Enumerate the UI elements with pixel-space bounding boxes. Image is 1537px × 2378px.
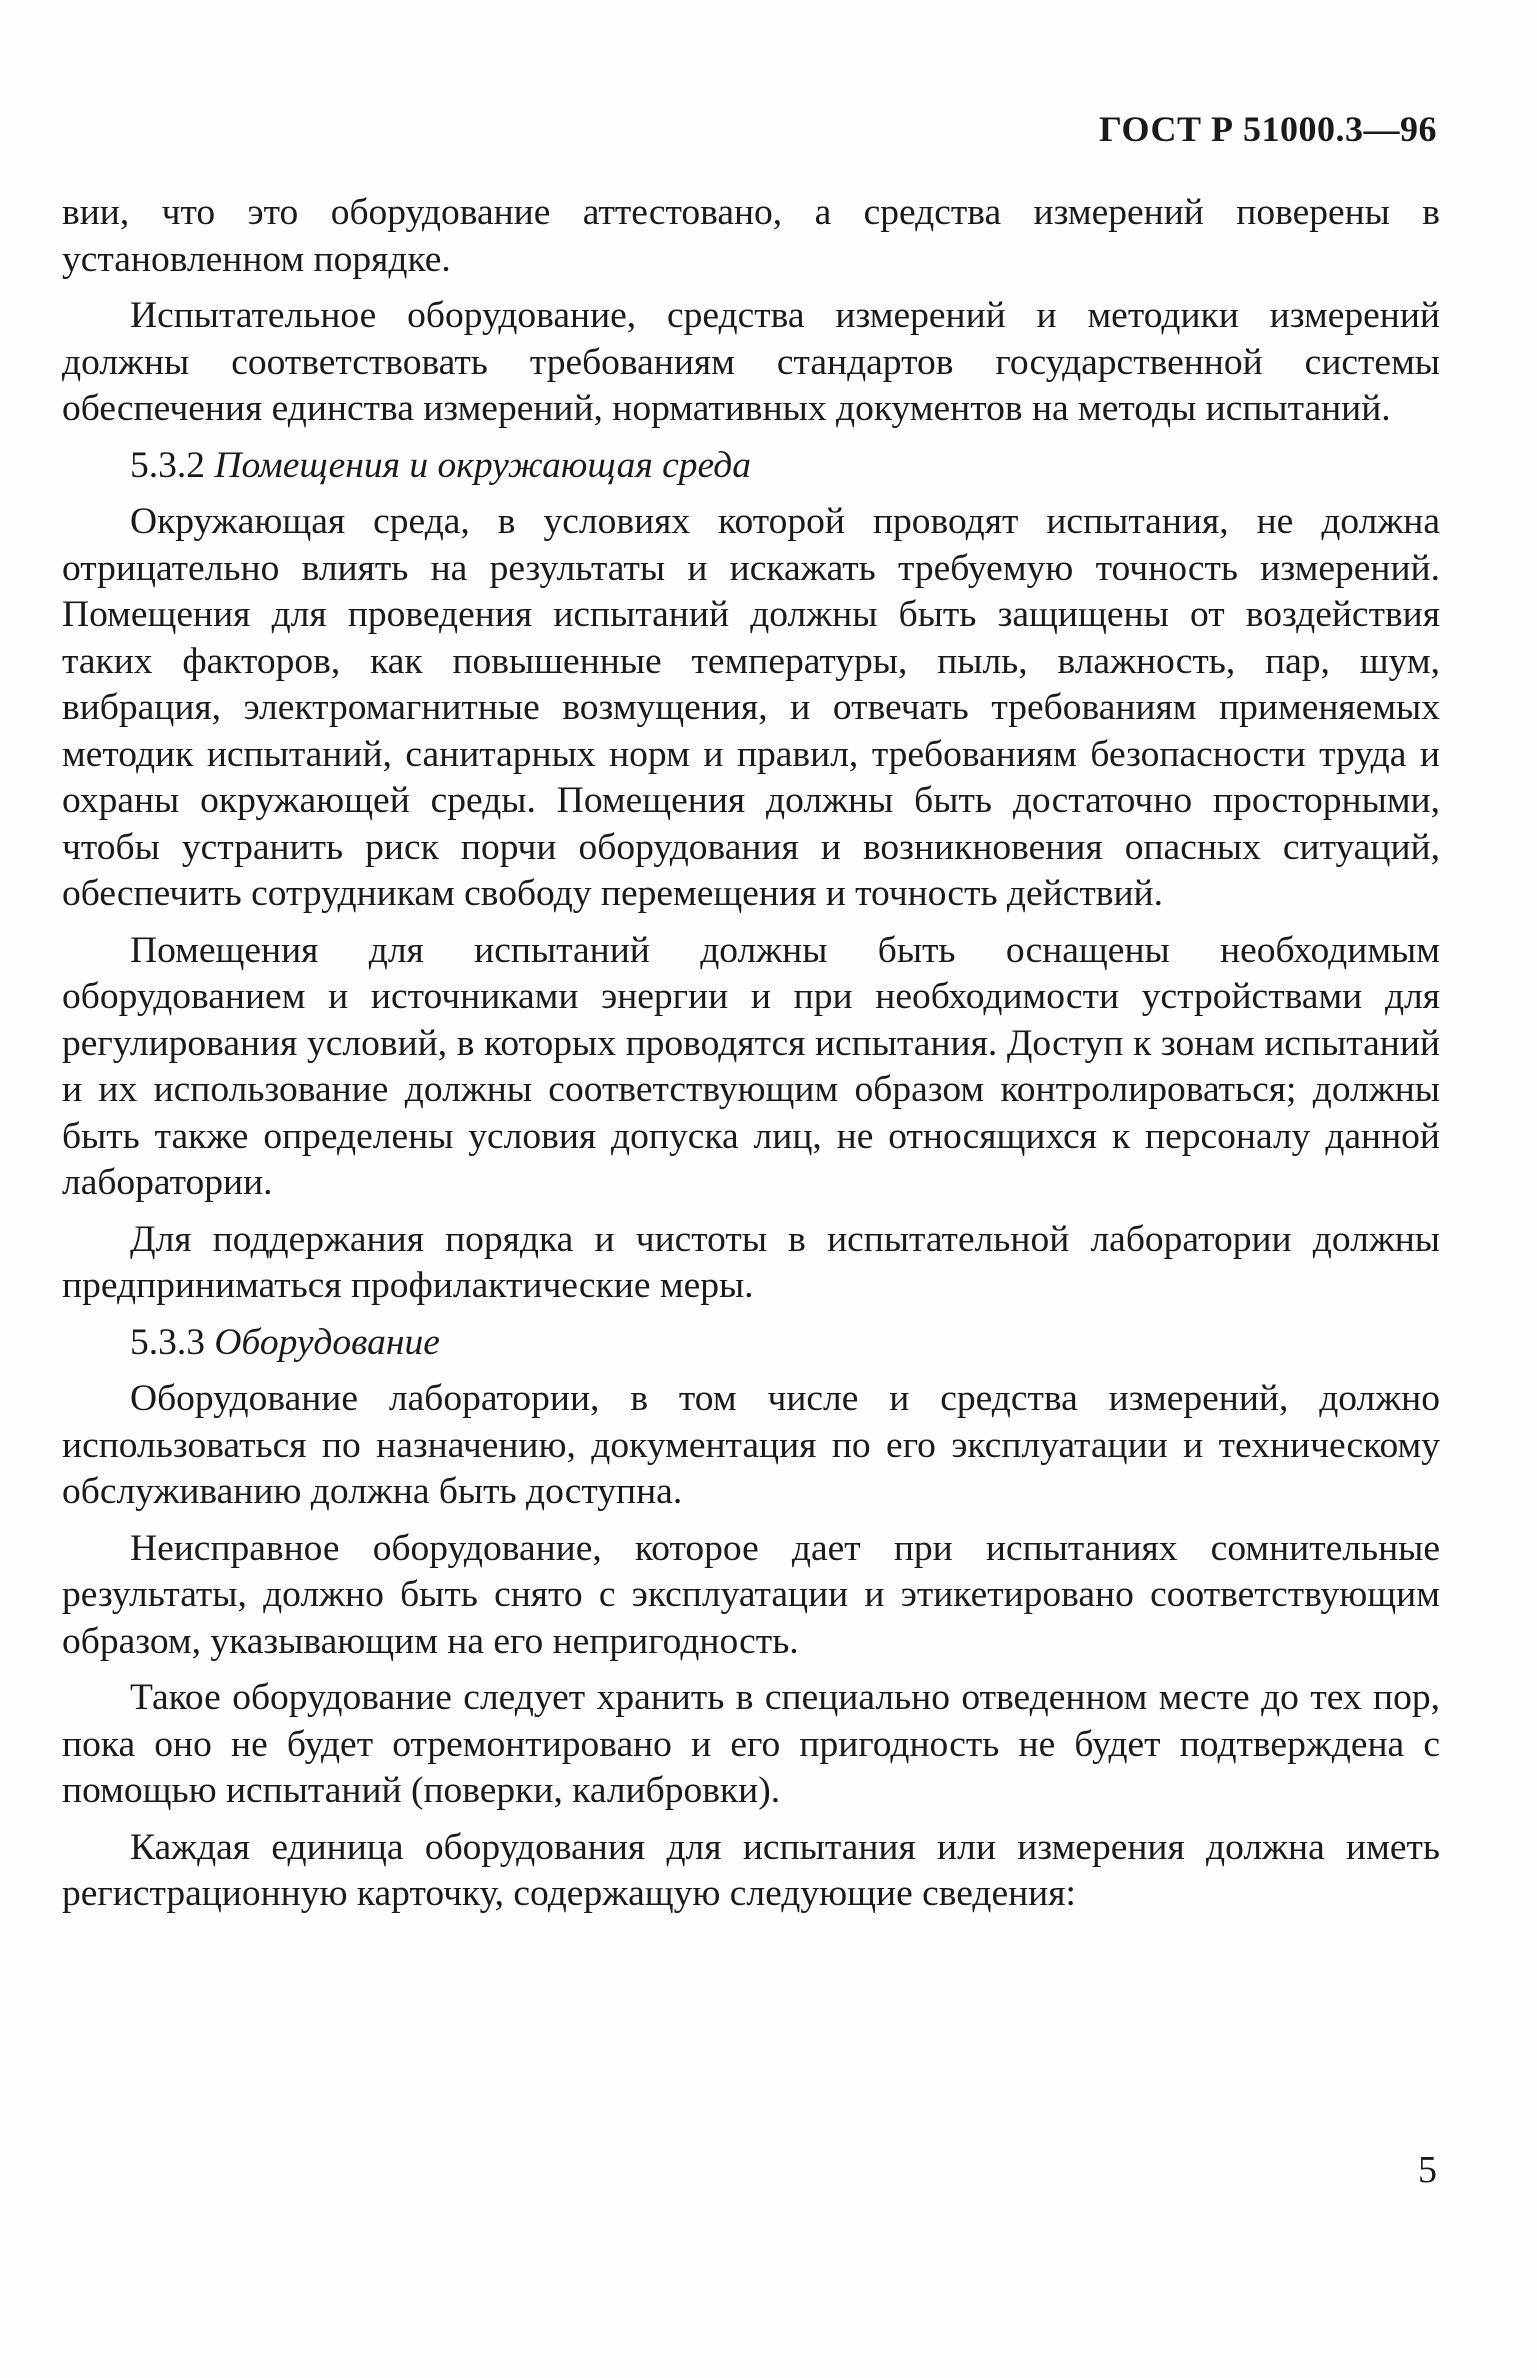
section-title: Помещения и окружающая среда (214, 444, 751, 486)
document-body (62, 190, 1440, 1928)
section-number: 5.3.2 (130, 444, 205, 486)
paragraph-equipment-storage: Такое оборудование следует хранить в специально отведенном месте до тех пор, пока оно не будет отремонтировано и его пригодность не будет подтверждена с помощью испытаний (поверки, калибровки). (62, 1677, 1440, 1811)
section-heading-5-3-2 (62, 443, 1440, 490)
section-heading-5-3-3 (62, 1320, 1440, 1367)
paragraph-faulty-equipment: Неисправное оборудование, которое дает при испытаниях сомнительные результаты, должно быть снято с эксплуатации и этикетировано соответствующим образом, указывающим на его непригодность. (62, 1527, 1440, 1662)
paragraph-premises-equipment: Помещения для испытаний должны быть оснащены необходимым оборудованием и источниками энергии и при необходимости устройствами для регулирования условий, в которых проводятся испытания. Доступ к зонам испытаний и их использование должны соответствующим образом контролироваться; должны быть также определены условия допуска лиц, не относящихся к персоналу данной лаборатории. (62, 929, 1440, 1203)
page-number: 5 (1418, 2149, 1437, 2191)
paragraph-cleanliness: Для поддержания порядка и чистоты в испытательной лаборатории должны предприниматься профилактические меры. (62, 1218, 1440, 1306)
paragraph-equipment-use: Оборудование лаборатории, в том числе и средства измерений, должно использоваться по назначению, документация по его эксплуатации и техническому обслуживанию должна быть доступна. (62, 1378, 1440, 1512)
paragraph-test-equipment: Испытательное оборудование, средства измерений и методики измерений должны соответствовать требованиям стандартов государственной системы обеспечения единства измерений, нормативных документов на методы испытаний. (62, 295, 1440, 429)
paragraph-continuation: вии, что это оборудование аттестовано, а средства измерений поверены в установленном порядке. (62, 192, 1440, 280)
section-title: Оборудование (214, 1321, 440, 1363)
document-code-header: ГОСТ Р 51000.3—96 (1099, 109, 1437, 149)
paragraph-environment: Окружающая среда, в условиях которой проводят испытания, не должна отрицательно влиять на результаты и искажать требуемую точность измерений. Помещения для проведения испытаний должны быть защищены от воздействия таких факторов, как повышенные температуры, пыль, влажность, пар, шум, вибрация, электромагнитные возмущения, и отвечать требованиям применяемых методик испытаний, санитарных норм и правил, требованиям безопасности труда и охраны окружающей среды. Помещения должны быть достаточно просторными, чтобы устранить риск порчи оборудования и возникновения опасных ситуаций, обеспечить сотрудникам свободу перемещения и точность действий. (62, 501, 1440, 914)
section-number: 5.3.3 (130, 1321, 205, 1363)
paragraph-registration-card: Каждая единица оборудования для испытания или измерения должна иметь регистрационную карточку, содержащую следующие сведения: (62, 1826, 1440, 1914)
